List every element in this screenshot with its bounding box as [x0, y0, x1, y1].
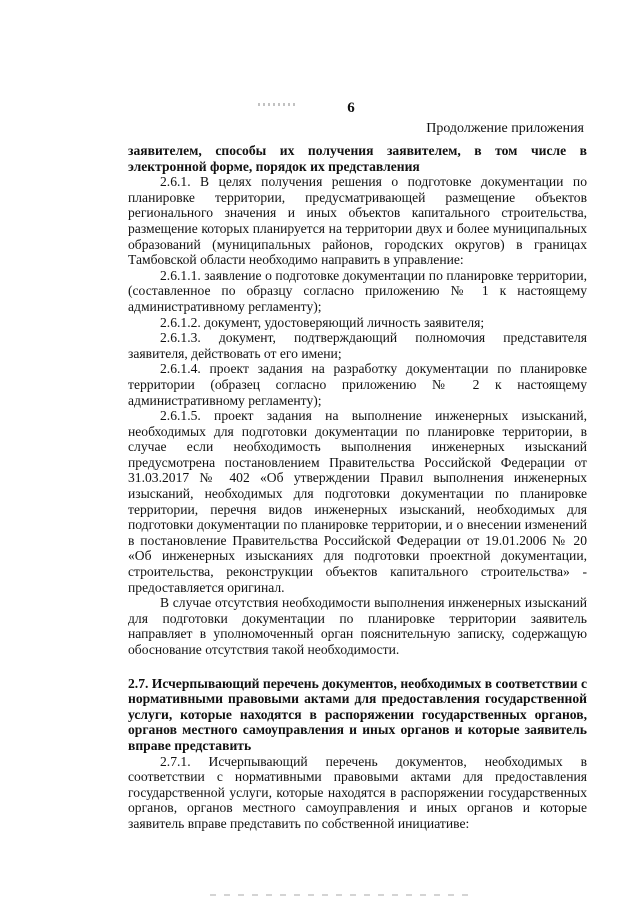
paragraph-2-6-1-4: 2.6.1.4. проект задания на разработку документации по планировке территории (образец согласно приложению № 2 к настоящему административному регламенту);: [128, 361, 587, 408]
scan-artifact: [258, 103, 296, 106]
paragraph-2-6-1-3: 2.6.1.3. документ, подтверждающий полномочия представителя заявителя, действовать от его имени;: [128, 330, 587, 361]
page-number: 6: [347, 100, 355, 116]
paragraph-2-6-1: 2.6.1. В целях получения решения о подготовке документации по планировке территории, предусматривающей размещение объектов регионального значения и иных объектов капитального строительства, размещение которых планируется на территории двух и более муниципальных образований (муниципальных районов, городских округов) в границах Тамбовской области необходимо направить в управление:: [128, 174, 587, 268]
scan-artifact-footer: [210, 894, 470, 896]
section-heading-2-7: 2.7. Исчерпывающий перечень документов, необходимых в соответствии с нормативными правовыми актами для предоставления государственной услуги, которые находятся в распоряжении государственных органов, органов местного самоуправления и иных органов и которые заявитель вправе представить: [128, 675, 587, 753]
paragraph-2-6-1-1: 2.6.1.1. заявление о подготовке документации по планировке территории, (составленное по образцу согласно приложению № 1 к настоящему административному регламенту);: [128, 267, 587, 314]
section-heading-continued: заявителем, способы их получения заявителем, в том числе в электронной форме, порядок их представления: [128, 143, 587, 174]
paragraph-2-7-1: 2.7.1. Исчерпывающий перечень документов, необходимых в соответствии с нормативными правовыми актами для предоставления государственной услуги, которые находятся в распоряжении государственных органов, органов местного самоуправления и иных органов и которые заявитель вправе представить по собственной инициативе:: [128, 753, 587, 831]
paragraph-no-surveys: В случае отсутствия необходимости выполнения инженерных изысканий для подготовки документации по планировке территории заявитель направляет в уполномоченный орган пояснительную записку, содержащую обоснование отсутствия такой необходимости.: [128, 595, 587, 657]
paragraph-2-6-1-5: 2.6.1.5. проект задания на выполнение инженерных изысканий, необходимых для подготовки документации по планировке территории, в случае если необходимость выполнения инженерных изысканий предусмотрена постановлением Правительства Российской Федерации от 31.03.2017 № 402 «Об утверждении Правил выполнения инженерных изысканий, необходимых для подготовки документации по планировке территории, перечня видов инженерных изысканий, необходимых для подготовки документации по планировке территории, и о внесении изменений в постановление Правительства Российской Федерации от 19.01.2006 № 20 «Об инженерных изысканиях для подготовки проектной документации, строительства, реконструкции объектов капитального строительства» - предоставляется оригинал.: [128, 408, 587, 595]
continuation-note: Продолжение приложения: [426, 121, 584, 136]
section-spacer: [128, 658, 587, 676]
paragraph-2-6-1-2: 2.6.1.2. документ, удостоверяющий личность заявителя;: [160, 314, 485, 330]
document-body: [128, 143, 587, 832]
